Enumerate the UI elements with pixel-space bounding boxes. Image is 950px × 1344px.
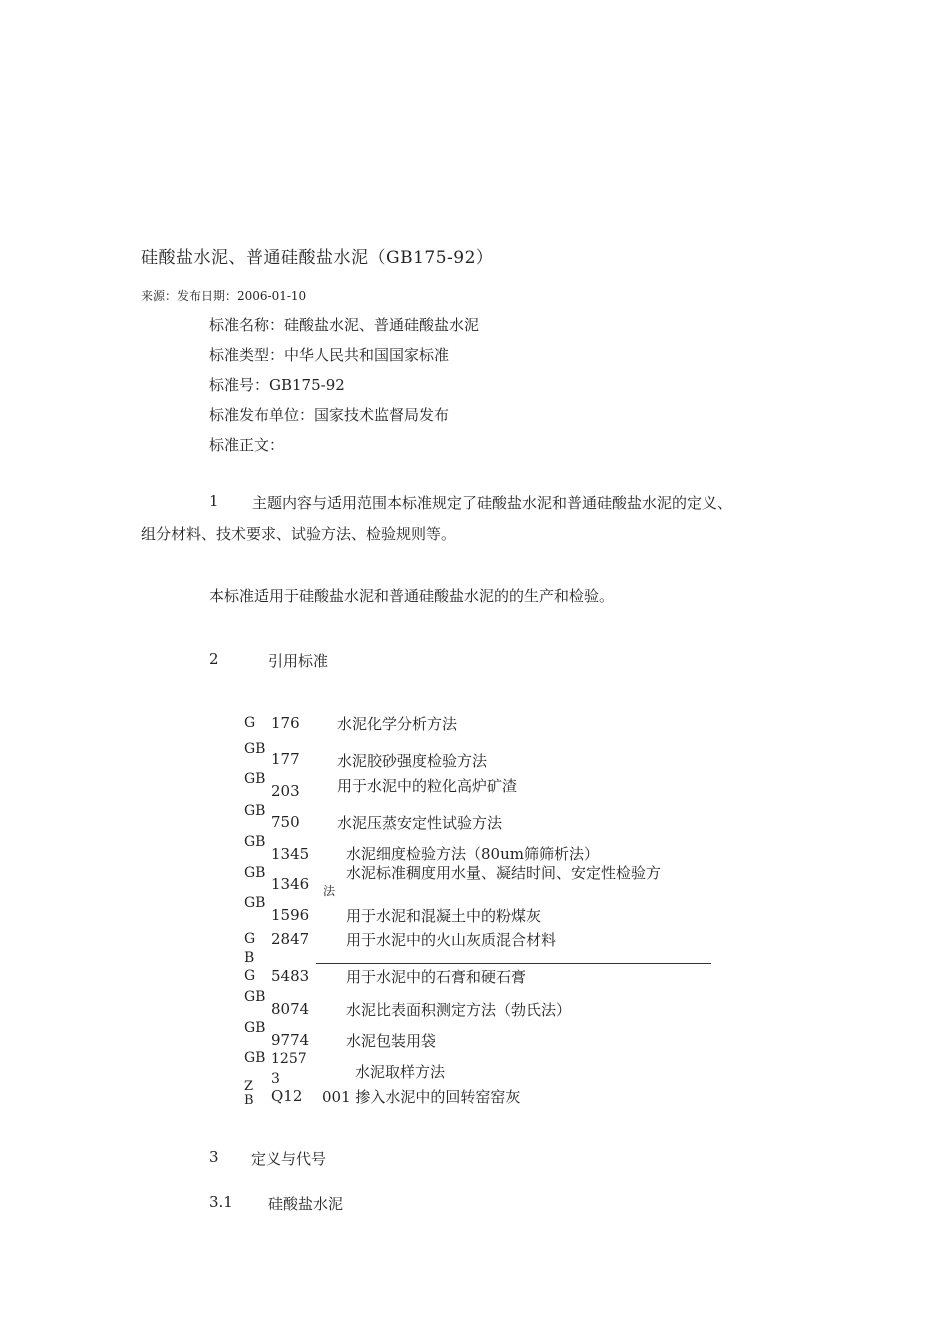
section-1-line2: 组分材料、技术要求、试验方法、检验规则等。 <box>141 525 457 543</box>
divider-line <box>316 963 711 964</box>
doc-title: 硅酸盐水泥、普通硅酸盐水泥（GB175-92） <box>141 248 494 268</box>
ref-description: 水泥压蒸安定性试验方法 <box>337 814 503 832</box>
section-1-number: 1 <box>209 492 219 510</box>
ref-number: 8074 <box>271 1000 310 1018</box>
section-2-number: 2 <box>209 650 219 668</box>
ref-prefix: G <box>244 931 256 947</box>
ref-description: 水泥标准稠度用水量、凝结时间、安定性检验方 <box>346 864 662 882</box>
ref-description: 水泥化学分析方法 <box>337 715 458 733</box>
section-1-para2: 本标准适用于硅酸盐水泥和普通硅酸盐水泥的的生产和检验。 <box>209 587 615 605</box>
source-line: 来源：发布日期：2006-01-10 <box>141 289 307 303</box>
ref-prefix: B <box>244 950 255 966</box>
meta-standard-type: 标准类型：中华人民共和国国家标准 <box>209 346 450 364</box>
section-3-number: 3 <box>209 1148 219 1166</box>
ref-prefix: GB <box>244 1050 266 1066</box>
ref-description: 用于水泥中的火山灰质混合材料 <box>346 931 557 949</box>
ref-prefix: GB <box>244 865 266 881</box>
ref-number: 750 <box>271 813 300 831</box>
ref-description: 水泥比表面积测定方法（勃氏法） <box>346 1001 572 1019</box>
ref-prefix: GB <box>244 895 266 911</box>
ref-description: 用于水泥中的粒化高炉矿渣 <box>337 777 518 795</box>
ref-prefix: G <box>244 968 256 984</box>
ref-description: 001 掺入水泥中的回转窑窑灰 <box>322 1088 521 1106</box>
section-3-1-number: 3.1 <box>209 1193 233 1211</box>
ref-number: 2847 <box>271 930 310 948</box>
ref-prefix: GB <box>244 989 266 1005</box>
ref-number: 177 <box>271 750 300 768</box>
ref-number: 176 <box>271 714 300 732</box>
ref-prefix: GB <box>244 771 266 787</box>
ref-number: 1596 <box>271 906 310 924</box>
ref-prefix: ZB <box>244 1079 254 1108</box>
meta-body-label: 标准正文： <box>209 436 285 454</box>
ref-number: 9774 <box>271 1031 310 1049</box>
ref-prefix: GB <box>244 1020 266 1036</box>
meta-standard-name: 标准名称：硅酸盐水泥、普通硅酸盐水泥 <box>209 316 480 334</box>
section-1-line1: 主题内容与适用范围本标准规定了硅酸盐水泥和普通硅酸盐水泥的定义、 <box>252 494 733 512</box>
ref-description: 水泥胶砂强度检验方法 <box>337 752 488 770</box>
ref-description-overflow: 法 <box>323 884 336 898</box>
meta-issuer: 标准发布单位：国家技术监督局发布 <box>209 406 450 424</box>
section-2-heading: 引用标准 <box>268 652 329 670</box>
ref-prefix: G <box>244 715 256 731</box>
ref-description: 水泥包装用袋 <box>346 1032 437 1050</box>
ref-number: 12573 <box>271 1051 307 1087</box>
section-3-heading: 定义与代号 <box>251 1150 327 1168</box>
ref-prefix: GB <box>244 834 266 850</box>
ref-description: 用于水泥中的石膏和硬石膏 <box>346 968 527 986</box>
ref-prefix: GB <box>244 803 266 819</box>
section-3-1-heading: 硅酸盐水泥 <box>268 1195 344 1213</box>
ref-number: 1346 <box>271 875 310 893</box>
meta-standard-number: 标准号：GB175-92 <box>209 376 345 394</box>
ref-description: 水泥取样方法 <box>355 1063 446 1081</box>
ref-number: 203 <box>271 782 300 800</box>
ref-description: 水泥细度检验方法（80um筛筛析法） <box>346 845 599 863</box>
ref-number: 5483 <box>271 967 310 985</box>
ref-prefix: GB <box>244 741 266 757</box>
ref-number: Q12 <box>271 1087 303 1105</box>
ref-description: 用于水泥和混凝土中的粉煤灰 <box>346 907 542 925</box>
ref-number: 1345 <box>271 845 310 863</box>
